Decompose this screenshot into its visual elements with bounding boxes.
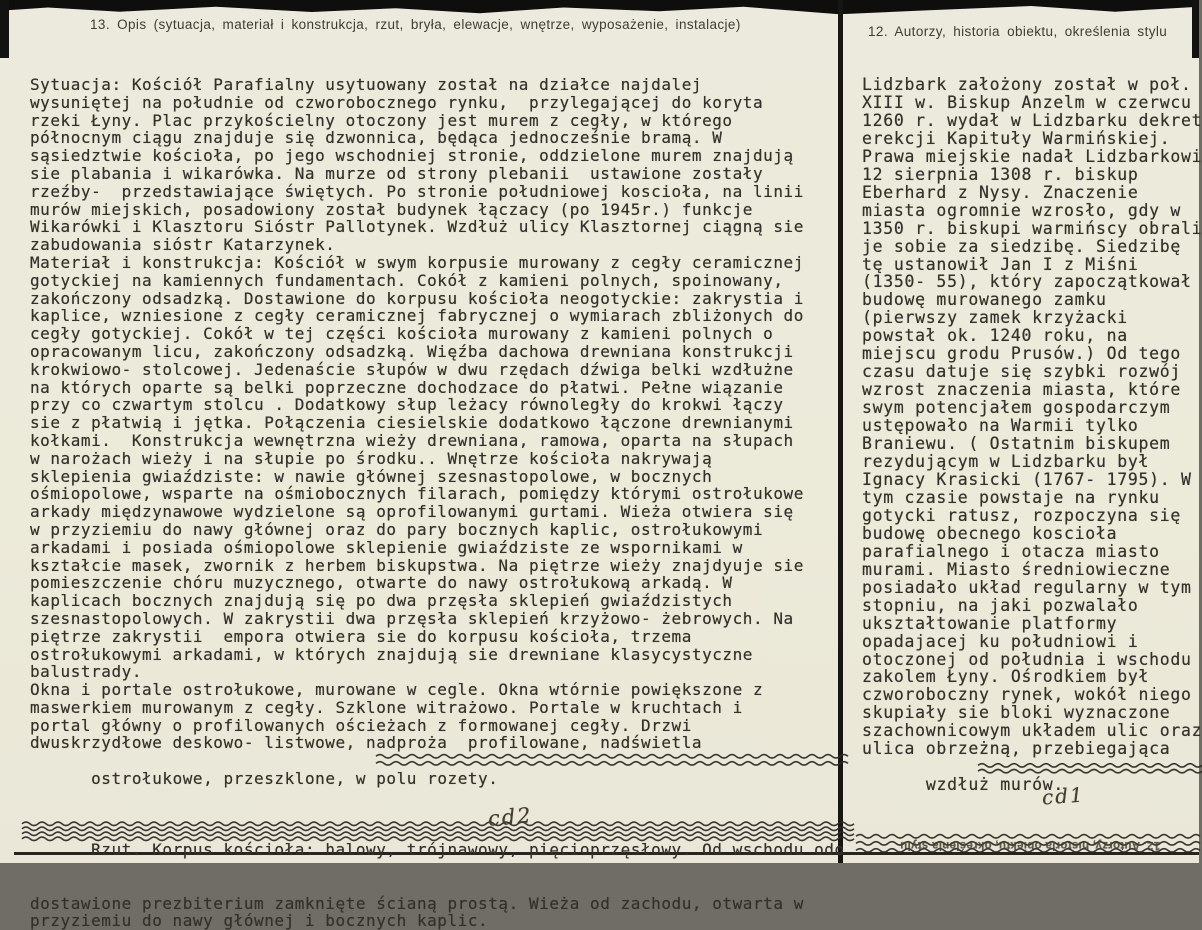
text-line: zakolem Łyny. Ośrodkiem był: [862, 667, 1150, 687]
scan-edge-left: [0, 0, 9, 58]
text-line: skupiały sie bloki wyznaczone: [862, 703, 1171, 723]
text-line: miejscu grodu Prusów.) Od tego: [862, 344, 1182, 364]
text-line: ustępowało na Warmii tylko: [862, 416, 1139, 436]
text-line: cegły gotyckiej. Cokół w tej części kościoła murowany z kamieni polnych o: [30, 324, 774, 344]
text-line: kaplicach bocznych znajdują się po dwa przęsła sklepień gwiaździstych: [30, 591, 733, 611]
text-line: swym potencjałem gospodarczym: [862, 398, 1171, 418]
text-line: maswerkiem murowanym z cegły. Szklone witrażowo. Portale w kruchtach i: [30, 697, 743, 717]
text-line: balustrady.: [30, 662, 143, 682]
text-line: budowę murowanego zamku: [862, 290, 1107, 310]
text-line: dwuskrzydłowe deskowo- listwowe, nadproża profilowane, nadświetla: [30, 733, 703, 753]
struck-tail-text: ostrołukowe, przeszklone, w polu rozety.: [91, 769, 499, 789]
text-line: ośmiopolowe, wsparte na ośmiobocznych filarach, pomiędzy którymi ostrołukowe: [30, 484, 804, 504]
text-line: Lidzbark założony został w poł.: [862, 75, 1192, 94]
text-line: wysuniętej na południe od czworobocznego rynku, przylegającej do koryta: [30, 92, 764, 112]
text-line: pomieszczenie chóru muzycznego, otwarte do nawy ostrołukową arkadą. W: [30, 573, 733, 593]
text-line: sie plabania i wikarówka. Na murze od strony plebanii ustawione zostały: [30, 163, 764, 183]
struck-line-row: [30, 823, 845, 894]
text-line: na których oparte są belki poprzeczne dochodzace do płatwi. Pełne wiązanie: [30, 377, 784, 397]
text-line: portal główny o profilowanych ościeżach z formowanej cegły. Drzwi: [30, 715, 692, 735]
scan-edge-top: [0, 0, 1199, 15]
text-line: tym czasie powstaje na rynku: [862, 487, 1160, 507]
text-line: Prawa miejskie nadał Lidzbarkowi: [862, 146, 1202, 166]
text-line: krokwiowo- stolcowej. Jedenaście słupów w dwu rzędach dźwiga belki wzdłużne: [30, 359, 794, 379]
strikeout-marks: [22, 820, 848, 842]
struck-line-tail-row: [862, 758, 1199, 830]
strikeout-marks: [376, 751, 846, 768]
text-line: czasu datuje się szybki rozwój: [862, 362, 1182, 382]
struck-tail-text: wzdłuż murów.: [925, 775, 1065, 795]
text-line: murami. Miasto średniowieczne: [862, 559, 1171, 579]
section-label-13-opis: 13. Opis (sytuacja, materiał i konstrukcja, rzut, bryła, elewacje, wnętrze, wyposażenie, instalacje): [90, 17, 741, 32]
text-line: w narożach wieży i na słupie po środku.. Wnętrze kościoła nakrywają: [30, 448, 713, 468]
text-line: północnym ciągu znajduje się dzwonnica, będąca jednocześnie bramą. W: [30, 128, 723, 148]
scan-edge-right: [1192, 0, 1199, 58]
text-line: rzeźby- przedstawiające świętych. Po stronie południowej koscioła, na linii: [30, 181, 804, 201]
struck-line-text: Rzut. Korpus kościoła: halowy, trójnawowy, pięcioprzęsłowy. Od wschodu odo: [91, 840, 845, 860]
text-line: sie z płatwią i jętka. Połączenia ciesielskie dodatkowo łączone drewnianymi: [30, 413, 794, 433]
text-line: Okna i portale ostrołukowe, murowane w cegle. Okna wtórnie powiększone z: [30, 680, 764, 700]
text-line: tę ustanowił Jan I z Miśni: [862, 254, 1139, 274]
text-line: zakończony odsadzką. Dostawione do korpusu kościoła neogotyckie: zakrystia i: [30, 288, 804, 308]
text-line: opadajacej ku południowi i: [862, 631, 1139, 651]
section-label-12-autorzy: 12. Autorzy, historia obiektu, określenia stylu: [868, 24, 1168, 39]
text-line: Sytuacja: Kościół Parafialny usytuowany został na działce najdalej: [30, 75, 703, 94]
text-line: parafialnego i otacza miasto: [862, 541, 1160, 561]
text-line: przy co czwartym stolcu . Dodatkowy słup leżacy równoległy do krokwi łączy: [30, 395, 784, 415]
text-line: (pierwszy zamek krzyżacki: [862, 308, 1128, 328]
text-line: kaplice, wzniesione z cegły ceramicznej fabrycznej o wymiarach zbliżonych do: [30, 306, 804, 326]
history-column: [862, 75, 1202, 863]
text-line: rzeki Łyny. Plac przykościelny otoczony jest murem z cegły, w którego: [30, 110, 733, 130]
text-line: 1350 r. biskupi warmińscy obrali: [862, 218, 1202, 238]
strikeout-marks: [978, 761, 1199, 775]
text-line: kształcie masek, zwornik z herbem biskupstwa. Na piętrze wieży znajdyuje sie: [30, 555, 804, 575]
text-line: otoczonej od południa i wschodu: [862, 649, 1192, 669]
text-line: stopniu, na jaki pozwalało: [862, 595, 1139, 615]
text-line: sąsiedztwie kościoła, po jego wschodniej stronie, oddzielone murem znajdują: [30, 146, 794, 166]
handwritten-note-cd1: cd1: [1041, 782, 1086, 810]
description-text: [30, 76, 842, 752]
text-line: arkadami i posiada ośmiopolowe sklepienie gwiaździste ze wspornikami w: [30, 537, 743, 557]
text-line: rezydującym w Lidzbarku był: [862, 452, 1150, 472]
text-line: piętrze zakrystii empora otwiera sie do korpusu kościoła, trzema: [30, 626, 692, 646]
text-line: ulica obrzeżną, przebiegająca: [862, 739, 1171, 759]
text-line: szachownicowym układem ulic oraz: [862, 721, 1202, 741]
text-line: opracowanym licu, zakończony odsadzką. Więźba dachowa drewniana konstrukcji: [30, 341, 794, 361]
description-column: [30, 75, 845, 930]
text-line: arkady międzynawowe wydzielone są oprofilowanymi gurtami. Wieża otwiera się: [30, 502, 794, 522]
description-text-end: [30, 895, 842, 930]
text-line: Braniewu. ( Ostatnim biskupem: [862, 434, 1171, 454]
handwritten-note-cd2: cd2: [486, 803, 534, 831]
upside-down-overprint-text: 12. Autorzy, historia obiektu, określenia stylu: [899, 838, 1161, 851]
text-line: Ignacy Krasicki (1767- 1795). W: [862, 469, 1192, 489]
text-line: przyziemiu do nawy głównej i bocznych kaplic.: [30, 911, 489, 930]
text-line: ostrołukowymi arkadami, w których znajdują sie drewniane klasycystyczne: [30, 644, 753, 664]
text-line: gotycki ratusz, rozpoczyna się: [862, 505, 1182, 525]
struck-line-tail-row: [30, 752, 842, 823]
text-line: erekcji Kapituły Warmińskiej.: [862, 128, 1171, 148]
text-line: miasta ogromnie wzrosło, gdy w: [862, 200, 1182, 220]
text-line: szesnastopolowych. W zakrystii dwa przęsła sklepień krzyżowo- żebrowych. Na: [30, 608, 794, 628]
text-line: Wikarówki i Klasztoru Sióstr Pallotynek. Wzdłuż ulicy Klasztornej ciągną sie: [30, 217, 804, 237]
text-line: zabudowania sióstr Katarzynek.: [30, 235, 336, 255]
text-line: gotyckiej na kamiennych fundamentach. Cokół z kamieni polnych, spoinowany,: [30, 270, 784, 290]
text-line: czworoboczny rynek, wokół niego: [862, 685, 1192, 705]
text-line: (1350- 55), który zapoczątkował: [862, 272, 1192, 292]
text-line: w przyziemiu do nawy głównej oraz do pary bocznych kaplic, ostrołukowymi: [30, 519, 764, 539]
text-line: ukształtowanie platformy: [862, 613, 1118, 633]
text-line: powstał ok. 1240 roku, na: [862, 326, 1128, 346]
text-line: 1260 r. wydał w Lidzbarku dekret: [862, 110, 1202, 130]
text-line: wzrost znaczenia miasta, które: [862, 380, 1182, 400]
text-line: Materiał i konstrukcja: Kościół w swym korpusie murowany z cegły ceramicznej: [30, 252, 804, 272]
text-line: kołkami. Konstrukcja wewnętrzna wieży drewniana, ramowa, oparta na słupach: [30, 430, 794, 450]
strikeout-zone: [862, 830, 1199, 856]
text-line: 12 sierpnia 1308 r. biskup: [862, 164, 1139, 184]
text-line: posiadało układ regularny w tym: [862, 577, 1192, 597]
text-line: XIII w. Biskup Anzelm w czerwcu: [862, 92, 1192, 112]
text-line: budowę obecnego koscioła: [862, 523, 1118, 543]
text-line: dostawione prezbiterium zamknięte ścianą prostą. Wieża od zachodu, otwarta w: [30, 893, 804, 913]
text-line: je sobie za siedzibę. Siedzibę: [862, 236, 1182, 256]
text-line: Eberhard z Nysy. Znaczenie: [862, 182, 1139, 202]
text-line: sklepienia gwiaździste: w nawie głównej szesnastopolowe, w bocznych: [30, 466, 713, 486]
text-line: murów miejskich, posadowiony został budynek łączacy (po 1945r.) funkcje: [30, 199, 753, 219]
history-text: [862, 75, 1202, 759]
